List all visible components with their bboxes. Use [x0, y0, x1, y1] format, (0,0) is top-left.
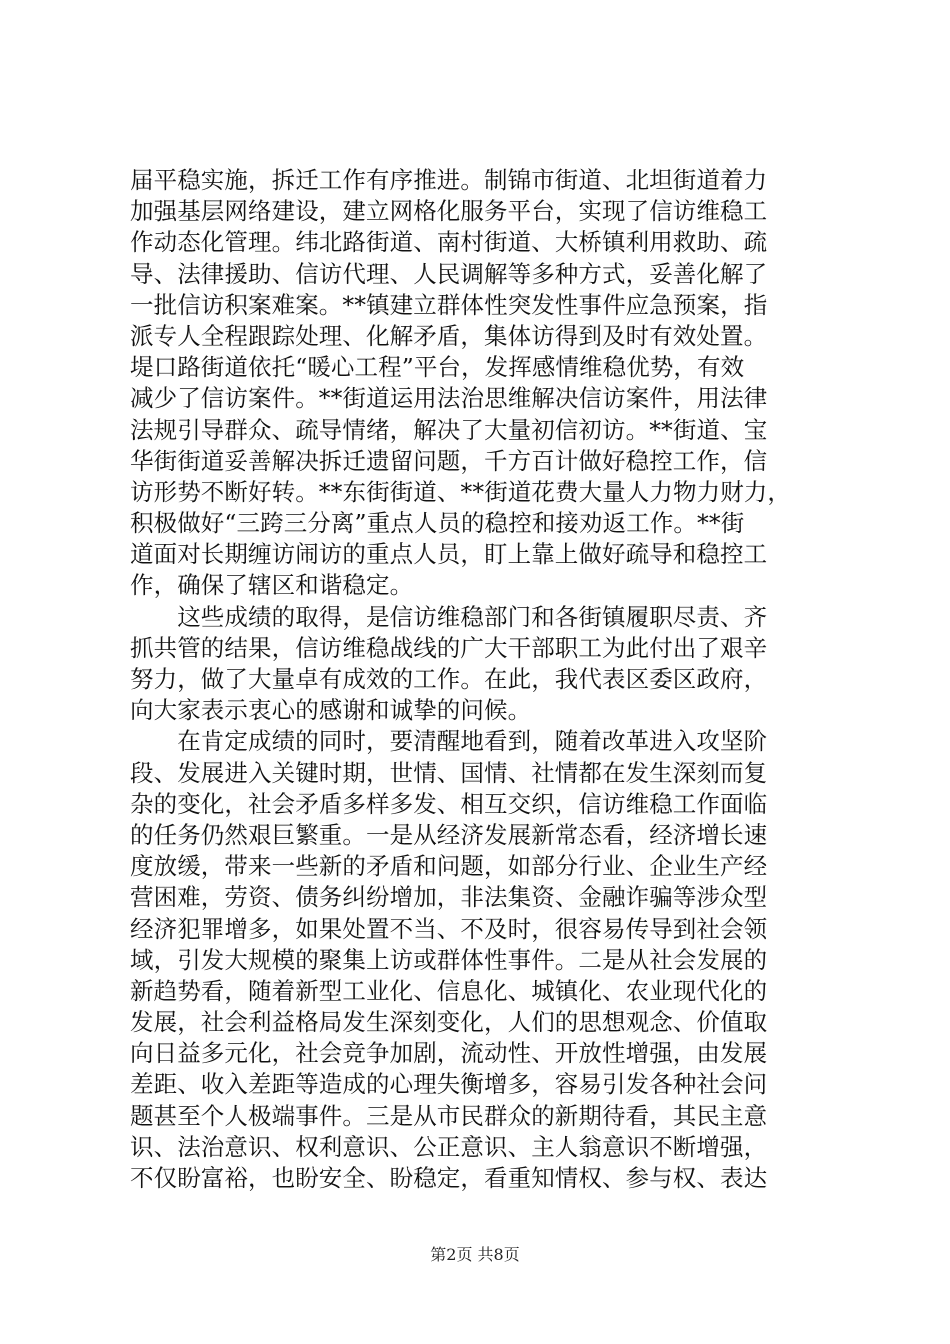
- text-line: 法规引导群众、疏导情绪，解决了大量初信初访。**街道、宝: [130, 415, 768, 444]
- text-line: 杂的变化，社会矛盾多样多发、相互交织，信访维稳工作面临: [130, 789, 768, 818]
- text-line: 营困难，劳资、债务纠纷增加，非法集资、金融诈骗等涉众型: [130, 883, 768, 912]
- text-line: 作，确保了辖区和谐稳定。: [130, 571, 414, 600]
- text-line: 域，引发大规模的聚集上访或群体性事件。二是从社会发展的: [130, 945, 768, 974]
- text-line: 这些成绩的取得，是信访维稳部门和各街镇履职尽责、齐: [130, 602, 768, 631]
- text-line: 道面对长期缠访闹访的重点人员，盯上靠上做好疏导和稳控工: [130, 540, 768, 569]
- text-line: 在肯定成绩的同时，要清醒地看到，随着改革进入攻坚阶: [130, 727, 768, 756]
- document-body: [130, 165, 830, 1194]
- text-line: 向日益多元化，社会竞争加剧，流动性、开放性增强，由发展: [130, 1039, 768, 1068]
- text-line: 派专人全程跟踪处理、化解矛盾，集体访得到及时有效处置。: [130, 321, 768, 350]
- text-line: 作动态化管理。纬北路街道、南村街道、大桥镇利用救助、疏: [130, 228, 768, 257]
- text-line: 经济犯罪增多，如果处置不当、不及时，很容易传导到社会领: [130, 914, 768, 943]
- text-line: 加强基层网络建设，建立网格化服务平台，实现了信访维稳工: [130, 197, 768, 226]
- text-line: 导、法律援助、信访代理、人民调解等多种方式，妥善化解了: [130, 259, 768, 288]
- text-line: 向大家表示衷心的感谢和诚挚的问候。: [130, 696, 532, 725]
- text-line: 减少了信访案件。**街道运用法治思维解决信访案件，用法律: [130, 384, 768, 413]
- text-line: 努力，做了大量卓有成效的工作。在此，我代表区委区政府，: [130, 665, 768, 693]
- text-line: 的任务仍然艰巨繁重。一是从经济发展新常态看，经济增长速: [130, 820, 768, 849]
- text-line: 不仅盼富裕，也盼安全、盼稳定，看重知情权、参与权、表达: [130, 1164, 768, 1192]
- text-line: 度放缓，带来一些新的矛盾和问题，如部分行业、企业生产经: [130, 852, 768, 881]
- text-line: 访形势不断好转。**东街街道、**街道花费大量人力物力财力，: [130, 477, 791, 506]
- text-line: 堤口路街道依托“暖心工程”平台，发挥感情维稳优势，有效: [130, 353, 745, 382]
- text-line: 届平稳实施，拆迁工作有序推进。制锦市街道、北坦街道着力: [130, 166, 768, 194]
- text-line: 差距、收入差距等造成的心理失衡增多，容易引发各种社会问: [130, 1070, 768, 1099]
- text-line: 新趋势看，随着新型工业化、信息化、城镇化、农业现代化的: [130, 976, 768, 1005]
- text-line: 段、发展进入关键时期，世情、国情、社情都在发生深刻而复: [130, 758, 768, 787]
- text-line: 积极做好“三跨三分离”重点人员的稳控和接劝返工作。**街: [130, 509, 745, 538]
- text-line: 发展，社会利益格局发生深刻变化，人们的思想观念、价值取: [130, 1008, 768, 1037]
- text-line: 题甚至个人极端事件。三是从市民群众的新期待看，其民主意: [130, 1101, 768, 1130]
- text-line: 识、法治意识、权利意识、公正意识、主人翁意识不断增强，: [130, 1132, 768, 1161]
- text-line: 抓共管的结果，信访维稳战线的广大干部职工为此付出了艰辛: [130, 633, 768, 662]
- text-line: 一批信访积案难案。**镇建立群体性突发性事件应急预案，指: [130, 290, 768, 319]
- text-line: 华街街道妥善解决拆迁遗留问题，千方百计做好稳控工作，信: [130, 446, 768, 475]
- page-number: 第2页 共8页: [430, 1245, 520, 1264]
